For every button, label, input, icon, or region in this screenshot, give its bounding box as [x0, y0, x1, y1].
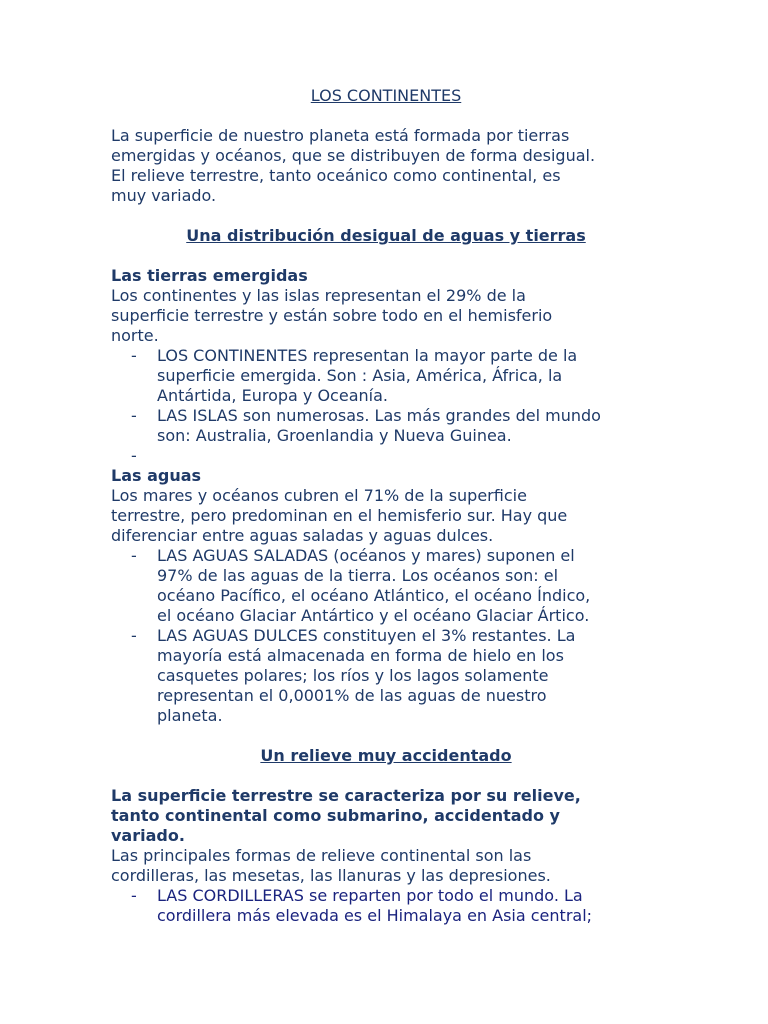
list-item-line: son: Australia, Groenlandia y Nueva Guinea. [157, 426, 512, 445]
list-item-line: océano Pacífico, el océano Atlántico, el océano Índico, [157, 586, 591, 605]
paragraph-line: diferenciar entre aguas saladas y aguas dulces. [111, 526, 494, 545]
paragraph-line: La superficie terrestre se caracteriza por su relieve, [111, 786, 581, 805]
paragraph-line: terrestre, pero predominan en el hemisferio sur. Hay que [111, 506, 568, 525]
aguas-bullet-list [111, 546, 661, 726]
list-dash: - [131, 886, 137, 905]
list-item-line: planeta. [157, 706, 223, 725]
list-dash: - [131, 446, 137, 465]
list-item [111, 406, 661, 446]
paragraph-line: cordilleras, las mesetas, las llanuras y las depresiones. [111, 866, 551, 885]
intro-paragraph [111, 126, 661, 206]
paragraph-line: Los continentes y las islas representan el 29% de la [111, 286, 526, 305]
list-item-line: LAS CORDILLERAS se reparten por todo el mundo. La [157, 886, 583, 905]
paragraph-line: Los mares y océanos cubren el 71% de la superficie [111, 486, 527, 505]
paragraph-line: tanto continental como submarino, accidentado y [111, 806, 560, 825]
spacer [111, 246, 661, 266]
list-item-line: LAS ISLAS son numerosas. Las más grandes del mundo [157, 406, 601, 425]
list-dash: - [131, 626, 137, 645]
spacer [111, 206, 661, 226]
tierras-paragraph [111, 286, 661, 346]
spacer [111, 106, 661, 126]
list-item [111, 546, 661, 626]
paragraph-line: Las principales formas de relieve continental son las [111, 846, 532, 865]
relieve-bold-paragraph [111, 786, 661, 846]
section-heading-relieve: Un relieve muy accidentado [260, 746, 512, 765]
intro-line: muy variado. [111, 186, 217, 205]
intro-line: La superficie de nuestro planeta está formada por tierras [111, 126, 570, 145]
list-item [111, 446, 661, 466]
list-item [111, 346, 661, 406]
list-item-line: superficie emergida. Son : Asia, América, África, la [157, 366, 563, 385]
intro-line: El relieve terrestre, tanto oceánico como continental, es [111, 166, 561, 185]
relieve-bullet-list [111, 886, 661, 926]
paragraph-line: variado. [111, 826, 185, 845]
list-dash: - [131, 546, 137, 565]
list-item-line: casquetes polares; los ríos y los lagos solamente [157, 666, 549, 685]
list-item-line: cordillera más elevada es el Himalaya en Asia central; [157, 906, 593, 925]
document-title: LOS CONTINENTES [310, 86, 462, 105]
section-heading-distribucion: Una distribución desigual de aguas y tierras [186, 226, 586, 245]
list-item-line: LAS AGUAS DULCES constituyen el 3% restantes. La [157, 626, 576, 645]
spacer [111, 766, 661, 786]
list-item-line: 97% de las aguas de la tierra. Los océanos son: el [157, 566, 559, 585]
list-item [111, 626, 661, 726]
list-item-line: el océano Glaciar Antártico y el océano Glaciar Ártico. [157, 606, 590, 625]
list-item-line: representan el 0,0001% de las aguas de nuestro [157, 686, 547, 705]
intro-line: emergidas y océanos, que se distribuyen de forma desigual. [111, 146, 596, 165]
spacer [111, 726, 661, 746]
list-item-line: LOS CONTINENTES representan la mayor parte de la [157, 346, 578, 365]
list-dash: - [131, 406, 137, 425]
paragraph-line: superficie terrestre y están sobre todo en el hemisferio [111, 306, 553, 325]
paragraph-line: norte. [111, 326, 159, 345]
relieve-paragraph [111, 846, 661, 886]
list-dash: - [131, 346, 137, 365]
subheading-tierras: Las tierras emergidas [111, 266, 308, 285]
list-item-line: Antártida, Europa y Oceanía. [157, 386, 388, 405]
document-page [111, 86, 661, 926]
subheading-aguas: Las aguas [111, 466, 202, 485]
tierras-bullet-list [111, 346, 661, 466]
list-item [111, 886, 661, 926]
aguas-paragraph [111, 486, 661, 546]
list-item-line: LAS AGUAS SALADAS (océanos y mares) suponen el [157, 546, 575, 565]
list-item-line: mayoría está almacenada en forma de hielo en los [157, 646, 564, 665]
